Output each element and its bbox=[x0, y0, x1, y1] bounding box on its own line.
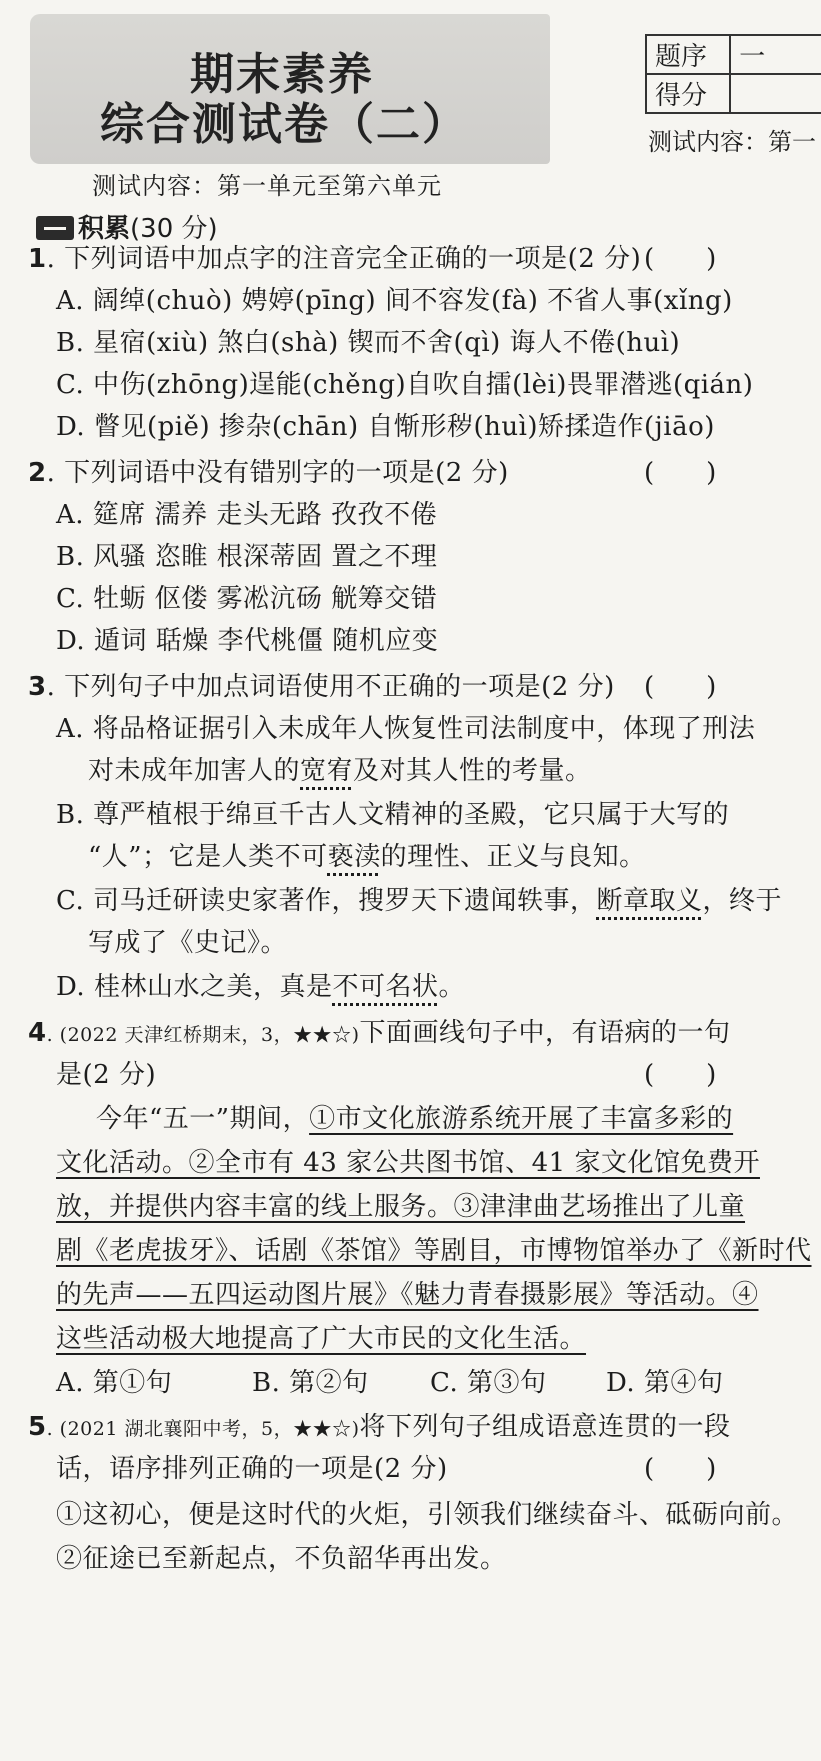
option-a: A. 将品格证据引入未成年人恢复性司法制度中，体现了刑法 bbox=[56, 714, 756, 744]
score-row-score bbox=[646, 74, 821, 113]
underlined-sentence: ①市文化旅游系统开展了丰富多彩的 bbox=[309, 1104, 734, 1134]
section-title: 积累 bbox=[78, 214, 131, 244]
score-value: 一 bbox=[730, 35, 821, 74]
option-d: D. 桂林山水之美，真是不可名状。 bbox=[56, 972, 465, 1002]
dotted-word: 不可名状 bbox=[332, 972, 439, 1002]
answer-blank[interactable]: ( ) bbox=[644, 1060, 717, 1090]
dotted-word: 宽宥 bbox=[300, 756, 354, 786]
option-a-continued: 对未成年加害人的宽宥及对其人性的考量。 bbox=[88, 756, 592, 786]
option-c: C. 牡蛎 伛偻 雾凇沆砀 觥筹交错 bbox=[56, 584, 438, 614]
section-number-one-icon bbox=[36, 216, 74, 240]
option-b: B. 星宿(xiù) 煞白(shà) 锲而不舍(qì) 诲人不倦(huì) bbox=[56, 328, 681, 358]
passage-line: 这些活动极大地提高了广大市民的文化生活。 bbox=[56, 1324, 587, 1354]
dotted-word: 断章取义 bbox=[596, 886, 703, 916]
passage-line: 剧《老虎拔牙》、话剧《茶馆》等剧目，市博物馆举办了《新时代 bbox=[56, 1236, 812, 1266]
answer-blank[interactable]: ( ) bbox=[644, 1454, 717, 1484]
question-4-stem: 4. (2022 天津红桥期末，3，★★☆)下面画线句子中，有语病的一句 bbox=[28, 1018, 731, 1048]
question-1-stem: 1. 下列词语中加点字的注音完全正确的一项是(2 分) bbox=[28, 244, 642, 274]
sentence-item: ②征途已至新起点，不负韶华再出发。 bbox=[56, 1544, 507, 1574]
answer-blank[interactable]: ( ) bbox=[644, 458, 717, 488]
option-c: C. 第③句 bbox=[430, 1368, 547, 1398]
score-row-order bbox=[646, 35, 821, 74]
score-table bbox=[645, 34, 821, 114]
option-c-continued: 写成了《史记》。 bbox=[88, 928, 288, 958]
header-right-note: 测试内容：第一 bbox=[648, 128, 816, 156]
answer-blank[interactable]: ( ) bbox=[644, 244, 717, 274]
score-label: 题序 bbox=[646, 35, 730, 74]
score-label: 得分 bbox=[646, 74, 730, 113]
passage-line: 今年“五一”期间，①市文化旅游系统开展了丰富多彩的 bbox=[96, 1104, 734, 1134]
sentence-item: ①这初心，便是这时代的火炬，引领我们继续奋斗、砥砺向前。 bbox=[56, 1500, 799, 1530]
option-b: B. 风骚 恣睢 根深蒂固 置之不理 bbox=[56, 542, 438, 572]
option-a: A. 第①句 bbox=[56, 1368, 173, 1398]
test-content: 测试内容：第一单元至第六单元 bbox=[92, 172, 442, 200]
option-a: A. 阔绰(chuò) 娉婷(pīng) 间不容发(fà) 不省人事(xǐng) bbox=[56, 286, 733, 316]
question-source: . (2022 天津红桥期末，3，★★☆) bbox=[46, 1024, 360, 1046]
question-4-stem-continued: 是(2 分) bbox=[56, 1060, 157, 1090]
score-value[interactable] bbox=[730, 74, 821, 113]
question-5-stem-continued: 话，语序排列正确的一项是(2 分) bbox=[56, 1454, 448, 1484]
option-b: B. 尊严植根于绵亘千古人文精神的圣殿，它只属于大写的 bbox=[56, 800, 730, 830]
question-5-stem: 5. (2021 湖北襄阳中考，5，★★☆)将下列句子组成语意连贯的一段 bbox=[28, 1412, 731, 1442]
dotted-word: 亵渎 bbox=[327, 842, 381, 872]
question-3-stem: 3. 下列句子中加点词语使用不正确的一项是(2 分) bbox=[28, 672, 615, 702]
exam-title-line2: 综合测试卷（二） bbox=[100, 99, 468, 150]
option-b-continued: “人”；它是人类不可亵渎的理性、正义与良知。 bbox=[88, 842, 646, 872]
option-a: A. 筵席 濡养 走头无路 孜孜不倦 bbox=[56, 500, 438, 530]
question-source: . (2021 湖北襄阳中考，5，★★☆) bbox=[46, 1418, 360, 1440]
option-c: C. 司马迁研读史家著作，搜罗天下遗闻轶事，断章取义，终于 bbox=[56, 886, 783, 916]
option-d: D. 遁词 聒燥 李代桃僵 随机应变 bbox=[56, 626, 439, 656]
passage-line: 放，并提供内容丰富的线上服务。③津津曲艺场推出了儿童 bbox=[56, 1192, 746, 1222]
question-2-stem: 2. 下列词语中没有错别字的一项是(2 分) bbox=[28, 458, 509, 488]
option-d: D. 瞥见(piě) 掺杂(chān) 自惭形秽(huì)矫揉造作(jiāo) bbox=[56, 412, 715, 442]
section-points: (30 分) bbox=[130, 214, 218, 244]
passage-line: 文化活动。②全市有 43 家公共图书馆、41 家文化馆免费开 bbox=[56, 1148, 760, 1178]
passage-line: 的先声——五四运动图片展》《魅力青春摄影展》等活动。④ bbox=[56, 1280, 759, 1310]
answer-blank[interactable]: ( ) bbox=[644, 672, 717, 702]
option-c: C. 中伤(zhōng)逞能(chěng)自吹自擂(lèi)畏罪潜逃(qián) bbox=[56, 370, 754, 400]
exam-title-line1: 期末素养 bbox=[190, 49, 374, 100]
option-d: D. 第④句 bbox=[606, 1368, 724, 1398]
option-b: B. 第②句 bbox=[252, 1368, 369, 1398]
